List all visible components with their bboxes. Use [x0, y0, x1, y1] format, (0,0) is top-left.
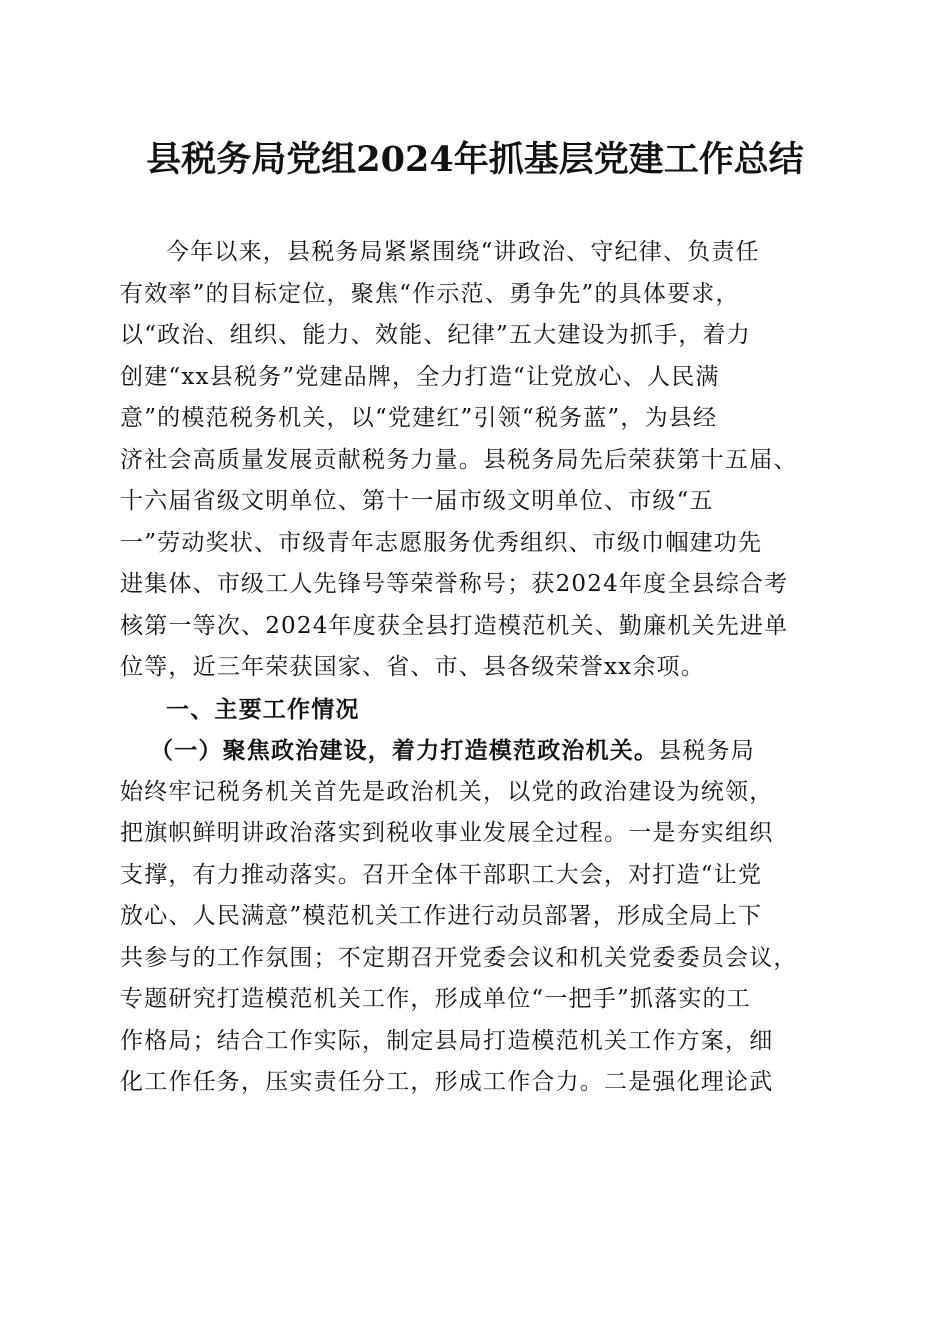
paragraph-line: 放心、人民满意”模范机关工作进行动员部署，形成全局上下 — [120, 903, 763, 929]
paragraph-line: 进集体、市级工人先锋号等荣誉称号；获2024年度全县综合考 — [120, 571, 789, 597]
document-body — [120, 232, 840, 1104]
section-heading: 一、主要工作情况 — [166, 695, 360, 723]
subsection-lead-rest: 县税务局 — [658, 738, 756, 764]
subsection-lead: （一）聚焦政治建设，着力打造模范政治机关。 — [150, 737, 659, 764]
paragraph-line: 把旗帜鲜明讲政治落实到税收事业发展全过程。一是夯实组织 — [120, 820, 774, 846]
paragraph-line: 一”劳动奖状、市级青年志愿服务优秀组织、市级巾帼建功先 — [120, 529, 763, 556]
paragraph-line: 创建“xx县税务”党建品牌，全力打造“让党放心、人民满 — [120, 363, 720, 390]
paragraph-line: 济社会高质量发展贡献税务力量。县税务局先后荣获第十五届、 — [120, 446, 798, 473]
paragraph-line: 共参与的工作氛围；不定期召开党委会议和机关党委委员会议， — [120, 944, 798, 971]
subsection-line — [120, 730, 840, 772]
paragraph-line: 化工作任务，压实责任分工，形成工作合力。二是强化理论武 — [120, 1069, 774, 1095]
paragraph-line: 意”的模范税务机关，以“党建红”引领“税务蓝”，为县经 — [120, 405, 718, 431]
paragraph-line: 今年以来，县税务局紧紧围绕“讲政治、守纪律、负责任 — [166, 239, 760, 265]
paragraph-line: 作格局；结合工作实际，制定县局打造模范机关工作方案，细 — [120, 1027, 774, 1054]
paragraph-line: 专题研究打造模范机关工作，形成单位“一把手”抓落实的工 — [120, 986, 751, 1012]
paragraph-line: 核第一等次、2024年度获全县打造模范机关、勤廉机关先进单 — [120, 612, 789, 639]
paragraph-line: 始终牢记税务机关首先是政治机关，以党的政治建设为统领， — [120, 778, 774, 805]
paragraph-line: 有效率”的目标定位，聚焦“作示范、勇争先”的具体要求， — [120, 280, 740, 307]
paragraph-line: 十六届省级文明单位、第十一届市级文明单位、市级“五 — [120, 488, 714, 514]
document-title: 县税务局党组2024年抓基层党建工作总结 — [146, 139, 804, 180]
paragraph-line: 以“政治、组织、能力、效能、纪律”五大建设为抓手，着力 — [120, 322, 751, 348]
paragraph-line: 位等，近三年荣获国家、省、市、县各级荣誉xx余项。 — [120, 654, 705, 680]
paragraph-line: 支撑，有力推动落实。召开全体干部职工大会，对打造“让党 — [120, 861, 763, 888]
